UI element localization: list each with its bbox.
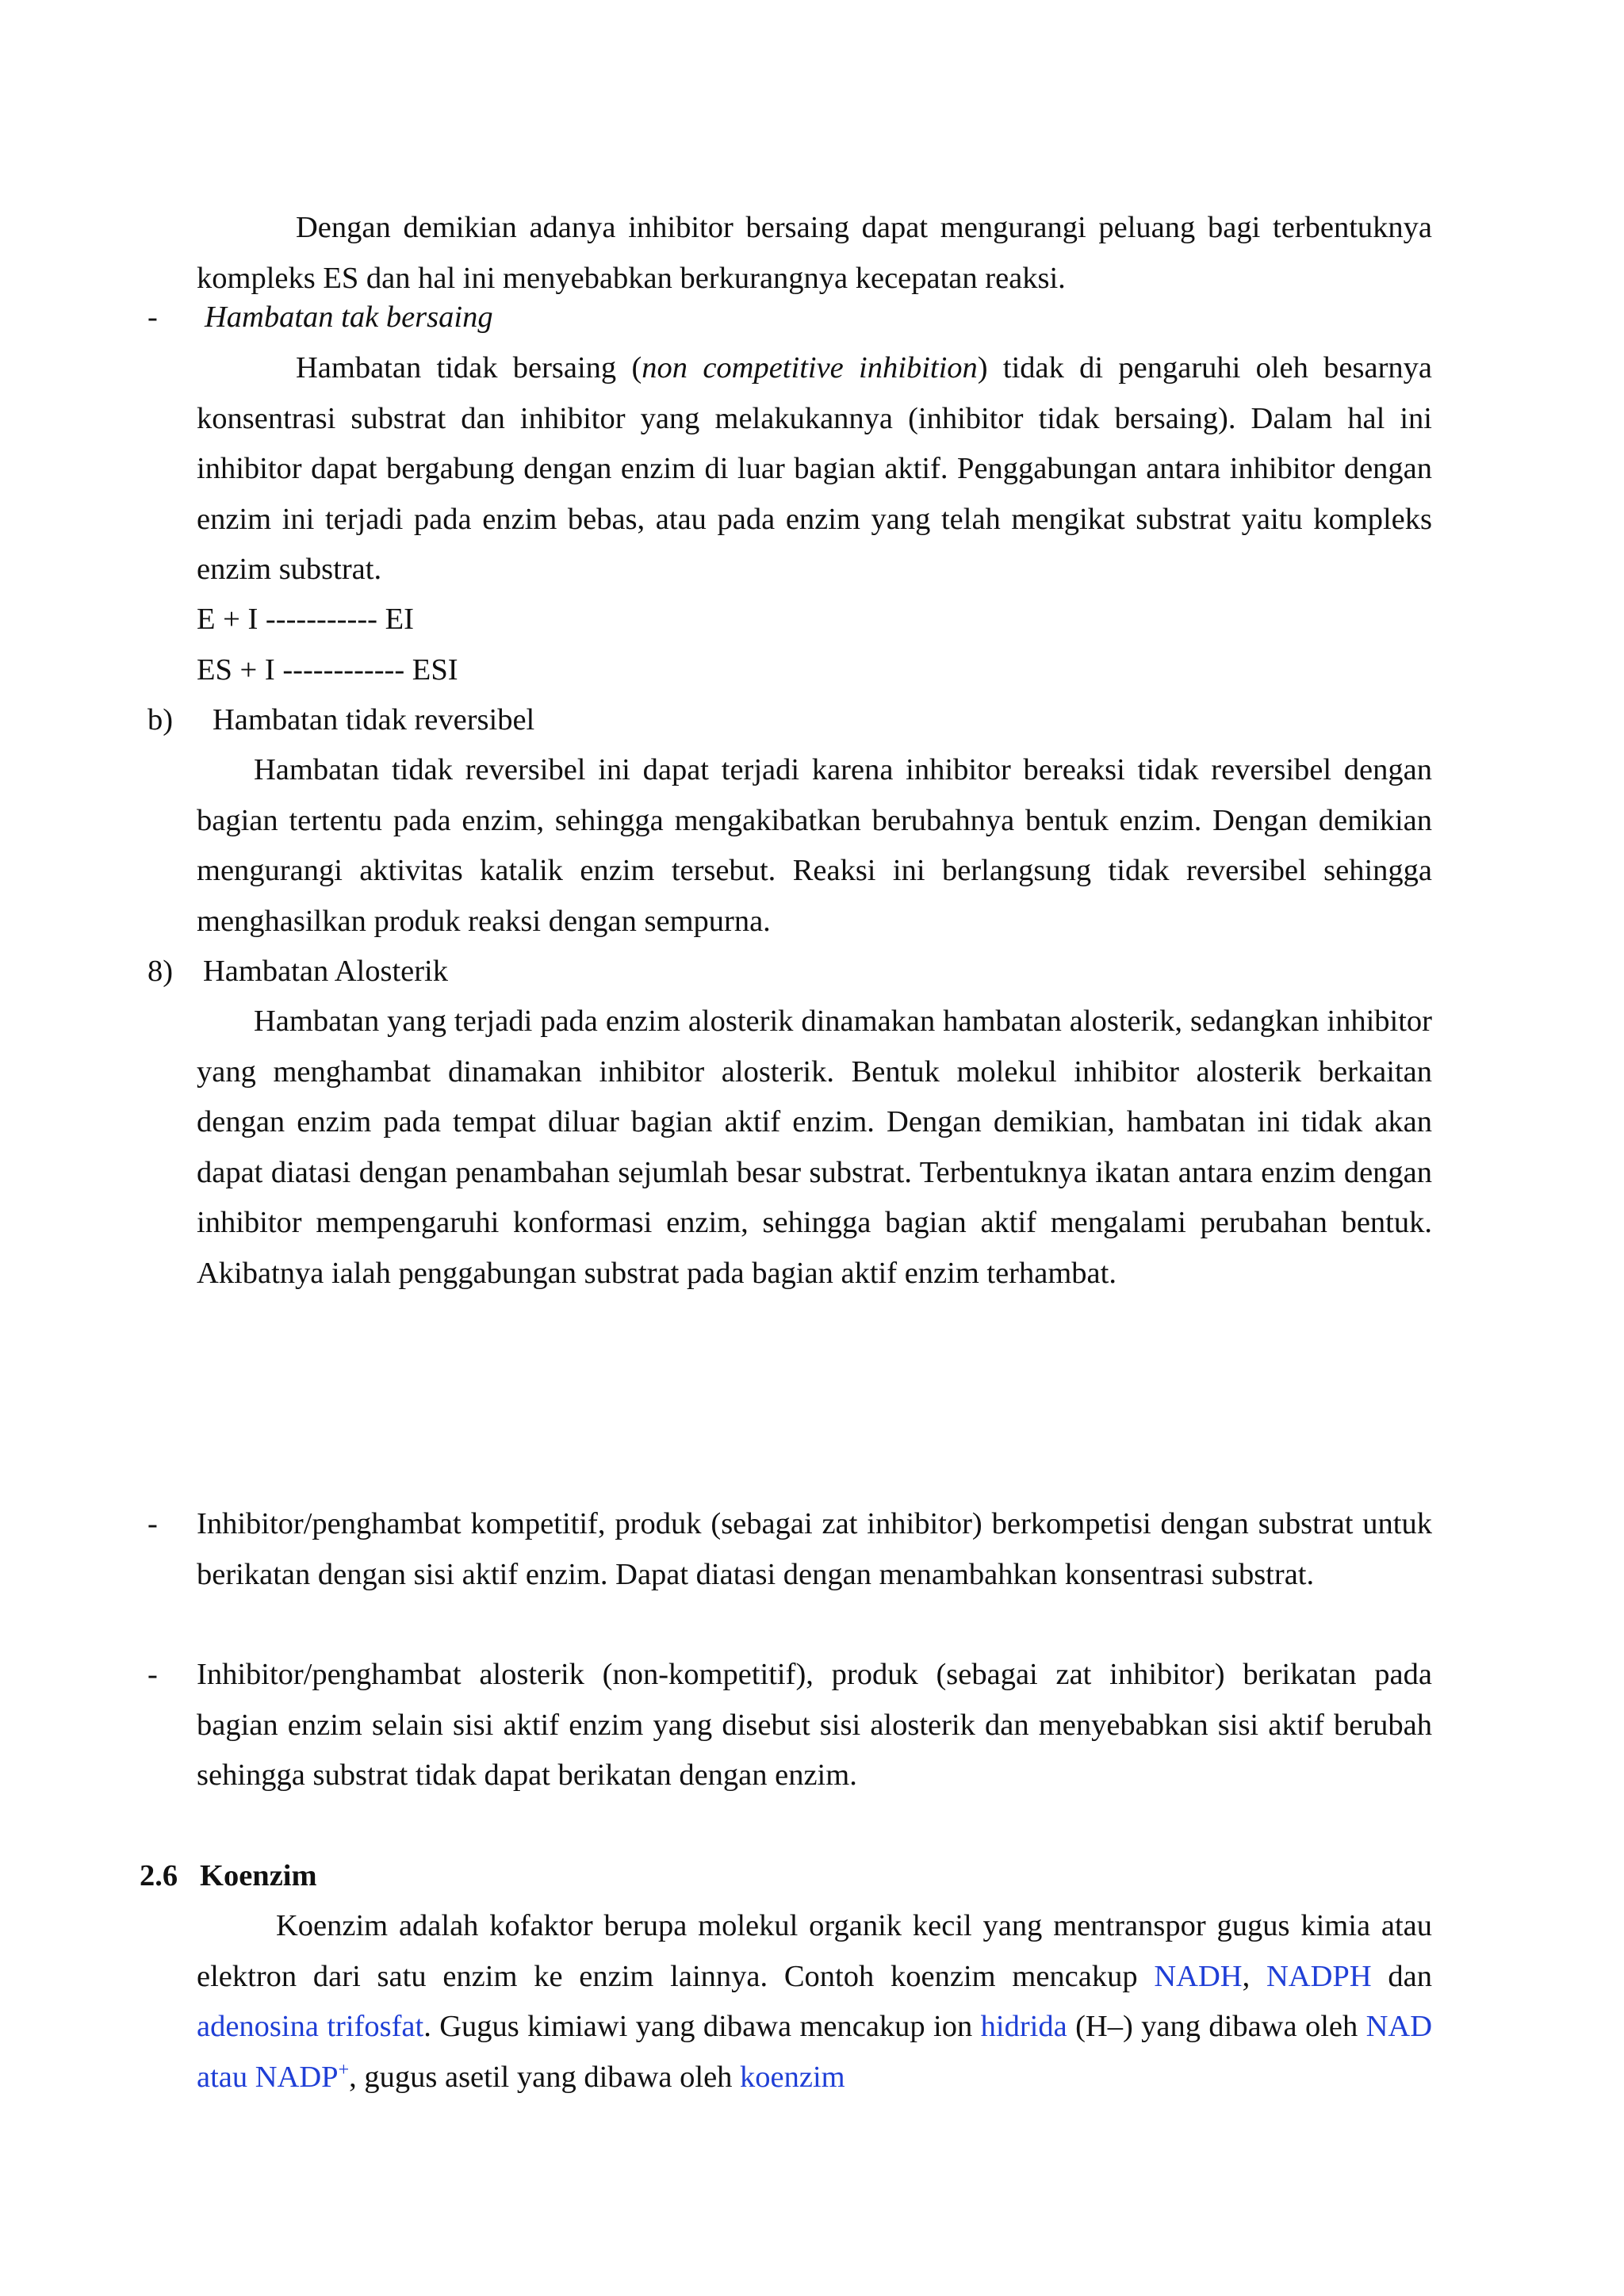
subheading-tak-bersaing: Hambatan tak bersaing <box>205 300 493 334</box>
paragraph-tidak-reversibel: Hambatan tidak reversibel ini dapat terjadi karena inhibitor bereaksi tidak reversibel dengan bagian tertentu pada enzim, sehingga mengakibatkan berubahnya bentuk enzim. Dengan demikian mengurangi aktivitas katalik enzim tersebut. Reaksi ini berlangsung tidak reversibel sehingga menghasilkan produk reaksi dengan sempurna. <box>197 753 1432 938</box>
link-nadph[interactable]: NADPH <box>1266 1959 1372 1993</box>
link-nadh[interactable]: NADH <box>1154 1959 1243 1993</box>
link-koenzim[interactable]: koenzim <box>740 2060 845 2094</box>
list-item-alosterik: Inhibitor/penghambat alosterik (non-kompetitif), produk (sebagai zat inhibitor) berikatan pada bagian enzim selain sisi aktif enzim yang disebut sisi alosterik dan menyebabkan sisi aktif berubah sehingga substrat tidak dapat berikatan dengan enzim. <box>197 1658 1432 1792</box>
paragraph-inhibitor-bersaing: Dengan demikian adanya inhibitor bersaing dapat mengurangi peluang bagi terbentuknya kompleks ES dan hal ini menyebabkan berkurangnya kecepatan reaksi. <box>197 211 1432 295</box>
paragraph-koenzim: Koenzim adalah kofaktor berupa molekul organik kecil yang mentranspor gugus kimia atau elektron dari satu enzim ke enzim lainnya. Contoh koenzim mencakup NADH, NADPH dan adenosina trifosfat. Gugus kimiawi yang dibawa mencakup ion hidrida (H–) yang dibawa oleh NAD atau NADP+, gugus asetil yang dibawa oleh koenzim <box>197 1909 1433 2094</box>
subheading-tidak-reversibel: Hambatan tidak reversibel <box>213 703 535 737</box>
link-adenosina-trifosfat[interactable]: adenosina trifosfat <box>197 2010 424 2043</box>
section-title: Koenzim <box>200 1859 317 1892</box>
list-marker-b: b) <box>147 703 174 737</box>
list-item-kompetitif: Inhibitor/penghambat kompetitif, produk (sebagai zat inhibitor) berkompetisi dengan substrat untuk berikatan dengan sisi aktif enzim. Dapat diatasi dengan menambahkan konsentrasi substrat. <box>197 1507 1432 1591</box>
equation-esi: ES + I ------------ ESI <box>197 653 458 687</box>
paragraph-non-competitive: Hambatan tidak bersaing (non competitive inhibition) tidak di pengaruhi oleh besarnya konsentrasi substrat dan inhibitor yang melakukannya (inhibitor tidak bersaing). Dalam hal ini inhibitor dapat bergabung dengan enzim di luar bagian aktif. Penggabungan antara inhibitor dengan enzim ini terjadi pada enzim bebas, atau pada enzim yang telah mengikat substrat yaitu kompleks enzim substrat. <box>197 351 1432 586</box>
link-hidrida[interactable]: hidrida <box>980 2010 1067 2043</box>
paragraph-alosterik: Hambatan yang terjadi pada enzim alosterik dinamakan hambatan alosterik, sedangkan inhibitor yang menghambat dinamakan inhibitor alosterik. Bentuk molekul inhibitor alosterik berkaitan dengan enzim pada tempat diluar bagian aktif enzim. Dengan demikian, hambatan ini tidak akan dapat diatasi dengan penambahan sejumlah besar substrat. Terbentuknya ikatan antara enzim dengan inhibitor mempengaruhi konformasi enzim, sehingga bagian aktif mengalami perubahan bentuk. Akibatnya ialah penggabungan substrat pada bagian aktif enzim terhambat. <box>197 1004 1432 1290</box>
section-number: 2.6 <box>140 1859 178 1892</box>
dash-bullet: - <box>147 1658 158 1691</box>
dash-bullet: - <box>147 300 158 334</box>
link-nad-nadp[interactable]: NAD atau NADP+ <box>197 2010 1433 2094</box>
equation-ei: E + I ----------- EI <box>197 603 414 636</box>
dash-bullet: - <box>147 1507 158 1540</box>
list-marker-8: 8) <box>147 955 174 988</box>
subheading-alosterik: Hambatan Alosterik <box>203 955 448 988</box>
